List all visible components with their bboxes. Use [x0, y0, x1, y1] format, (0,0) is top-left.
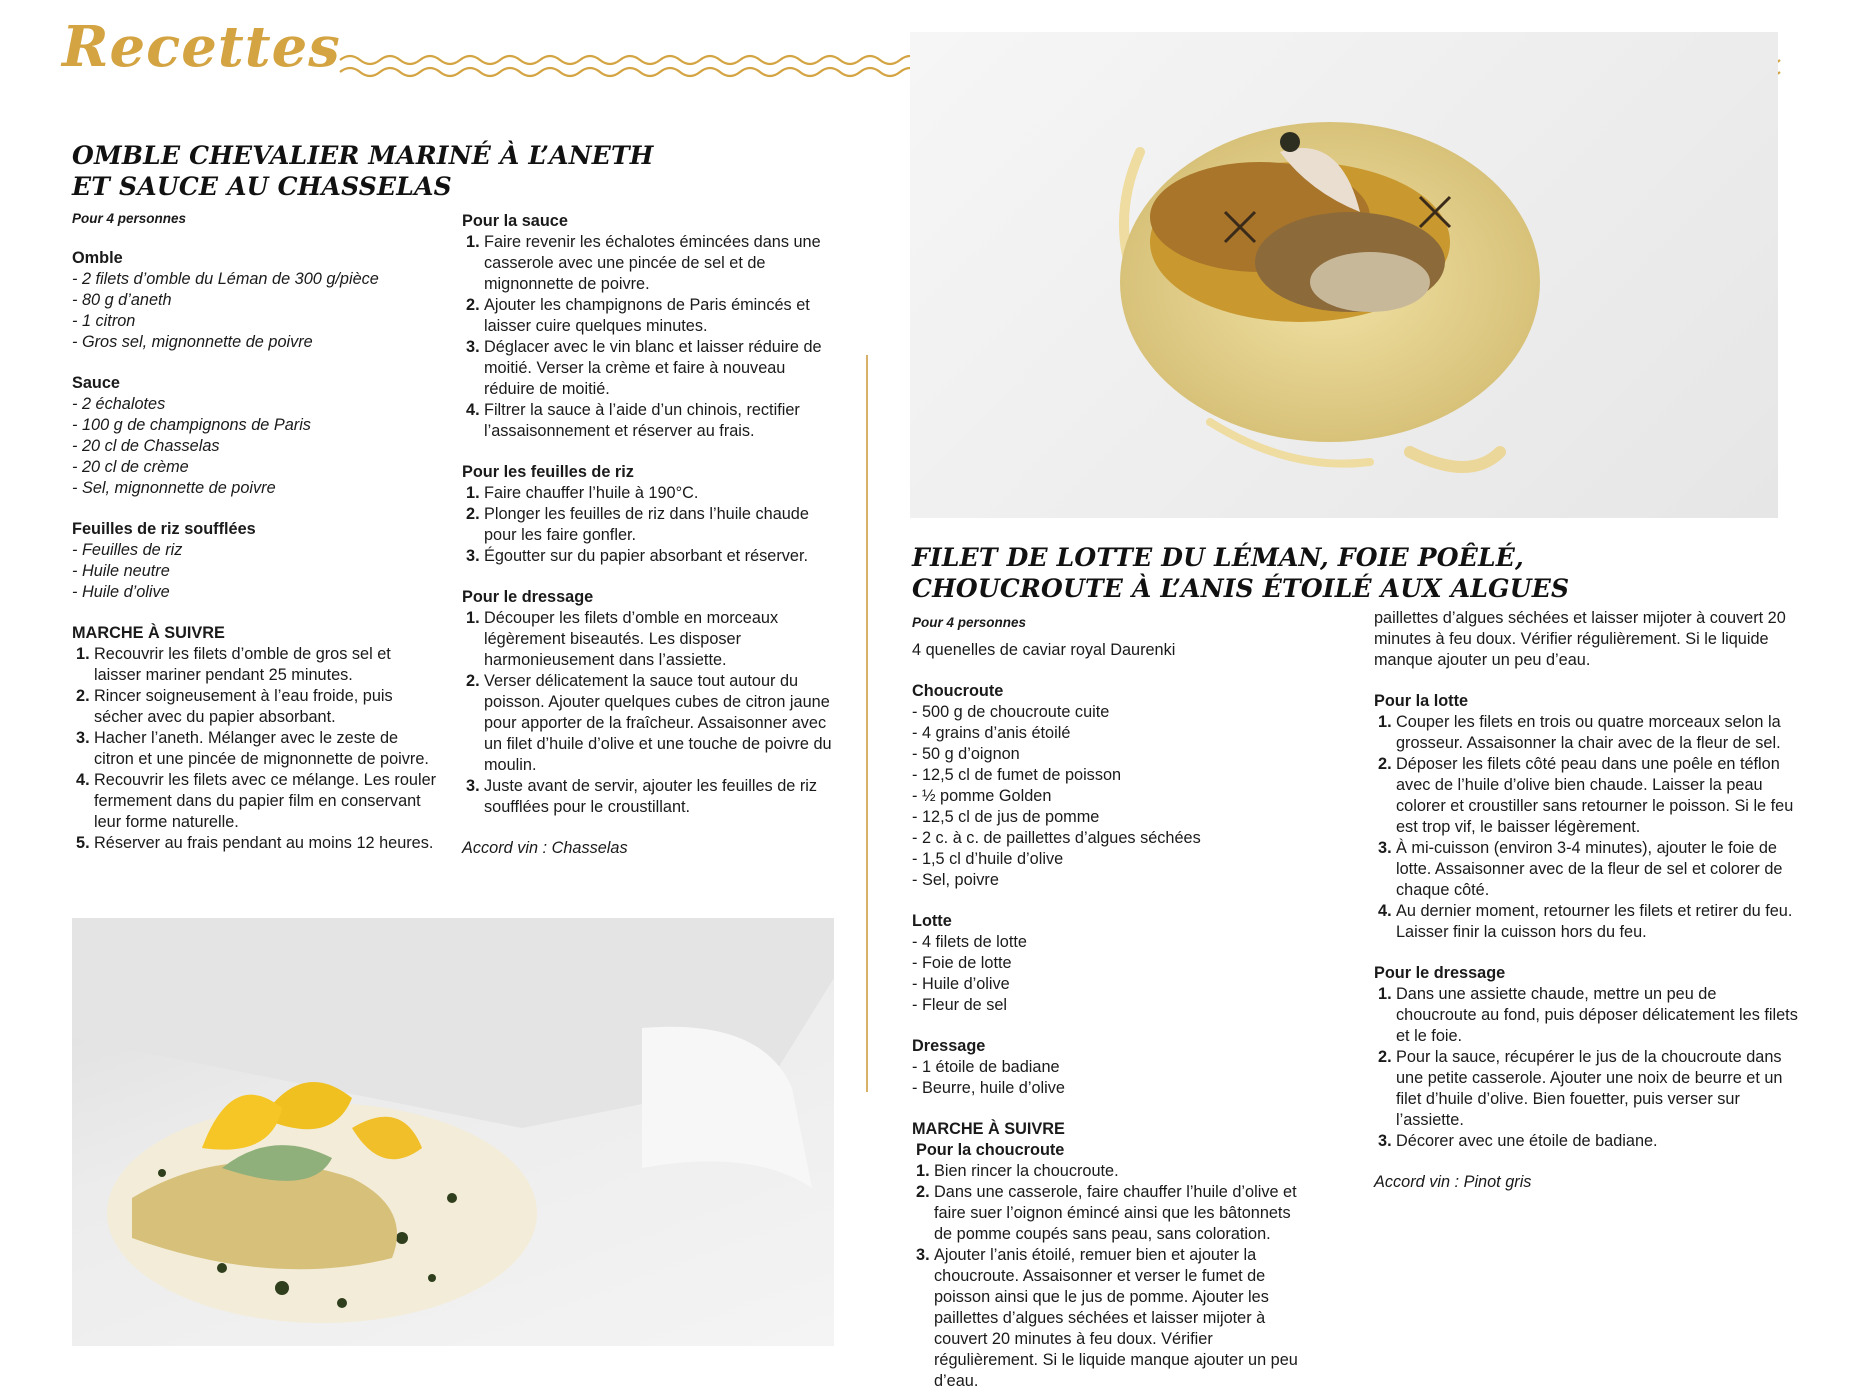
- recipe1-ingredients-column: [72, 210, 442, 854]
- list-item: - 1,5 cl d’huile d’olive: [912, 849, 1312, 870]
- list-item: - 1 citron: [72, 311, 442, 332]
- section-title: Recettes: [62, 14, 341, 80]
- list-item: - 20 cl de Chasselas: [72, 436, 442, 457]
- list-item: - Fleur de sel: [912, 995, 1312, 1016]
- step-item: Juste avant de servir, ajouter les feuilles de riz soufflées pour le croustillant.: [484, 777, 818, 816]
- step-item: Couper les filets en trois ou quatre morceaux selon la grosseur. Assaisonner la chair avec de la fleur de sel.: [1396, 713, 1781, 752]
- list-item: - 12,5 cl de fumet de poisson: [912, 765, 1312, 786]
- column-divider: [866, 355, 868, 1092]
- lotte-dish-photo: [910, 32, 1778, 518]
- list-item: - Sel, poivre: [912, 870, 1312, 891]
- pour-dressage-steps: [462, 608, 836, 818]
- step-item: À mi-cuisson (environ 3-4 minutes), ajouter le foie de lotte. Assaisonner avec de la fleur de sel et colorer de chaque côté.: [1396, 839, 1783, 899]
- recipe1-method-column: [462, 211, 836, 859]
- dressage-ingredients: [912, 1057, 1312, 1099]
- list-item: - Sel, mignonnette de poivre: [72, 478, 442, 499]
- dressage-heading: Dressage: [912, 1037, 986, 1055]
- step-item: Dans une assiette chaude, mettre un peu de choucroute au fond, puis déposer délicatement les filets et le foie.: [1396, 985, 1798, 1045]
- lotte-heading: Lotte: [912, 912, 952, 930]
- list-item: - Huile d’olive: [72, 582, 442, 603]
- recipe1-title: OMBLE CHEVALIER MARINÉ À L’ANETH ET SAUCE AU CHASSELAS: [72, 141, 654, 201]
- step-item: Faire chauffer l’huile à 190°C.: [484, 484, 699, 502]
- feuilles-heading: Feuilles de riz soufflées: [72, 520, 256, 538]
- list-item: - 12,5 cl de jus de pomme: [912, 807, 1312, 828]
- step-item: Hacher l’aneth. Mélanger avec le zeste de citron et une pincée de mignonnette de poivre.: [94, 729, 429, 768]
- pour-feuilles-heading: Pour les feuilles de riz: [462, 463, 634, 481]
- recipe2-title: FILET DE LOTTE DU LÉMAN, FOIE POÊLÉ, CHOUCROUTE À L’ANIS ÉTOILÉ AUX ALGUES: [912, 543, 1570, 603]
- pour-sauce-heading: Pour la sauce: [462, 212, 568, 230]
- list-item: - Feuilles de riz: [72, 540, 442, 561]
- pour-dressage2-heading: Pour le dressage: [1374, 964, 1506, 982]
- omble-ingredients: [72, 269, 442, 353]
- step-item: Faire revenir les échalotes émincées dans une casserole avec une pincée de sel et de mignonnette de poivre.: [484, 233, 821, 293]
- choucroute-step-continuation: paillettes d’algues séchées et laisser mijoter à couvert 20 minutes à feu doux. Vérifier régulièrement. Si le liquide manque ajouter un peu d’eau.: [1374, 609, 1786, 669]
- step-item: Dans une casserole, faire chauffer l’huile d’olive et faire suer l’oignon émincé ainsi que les bâtonnets de pomme coupés sans peau, sans coloration.: [934, 1183, 1297, 1243]
- step-item: Verser délicatement la sauce tout autour du poisson. Ajouter quelques cubes de citron jaune pour apporter de la fraîcheur. Assaisonner avec un filet d’huile d’olive et une touche de poivre du moulin.: [484, 672, 832, 774]
- marche2-heading: MARCHE À SUIVRE: [912, 1120, 1065, 1138]
- choucroute-steps: [912, 1161, 1312, 1390]
- list-item: - 500 g de choucroute cuite: [912, 702, 1312, 723]
- sauce-heading: Sauce: [72, 374, 120, 392]
- choucroute-ingredients: [912, 702, 1312, 891]
- omble-dish-photo: [72, 918, 834, 1346]
- step-item: Déposer les filets côté peau dans une poêle en téflon avec de l’huile d’olive bien chaude. Laisser la peau colorer et croustiller sans retourner le poisson. Si le feu est trop vif, le baisser légèrement.: [1396, 755, 1794, 836]
- step-item: Bien rincer la choucroute.: [934, 1162, 1119, 1180]
- step-item: Pour la sauce, récupérer le jus de la choucroute dans une petite casserole. Ajouter une noix de beurre et un filet d’huile d’olive. Bien fouetter, puis verser sur l’assiette.: [1396, 1048, 1783, 1129]
- list-item: - 2 filets d’omble du Léman de 300 g/pièce: [72, 269, 442, 290]
- sauce-ingredients: [72, 394, 442, 499]
- step-item: Plonger les feuilles de riz dans l’huile chaude pour les faire gonfler.: [484, 505, 809, 544]
- pour-lotte-heading: Pour la lotte: [1374, 692, 1469, 710]
- list-item: - 100 g de champignons de Paris: [72, 415, 442, 436]
- step-item: Recouvrir les filets avec ce mélange. Les rouler fermement dans du papier film en conservant leur forme naturelle.: [94, 771, 437, 831]
- marche-steps: [72, 644, 442, 854]
- omble-heading: Omble: [72, 249, 123, 267]
- pour-sauce-steps: [462, 232, 836, 442]
- list-item: - 20 cl de crème: [72, 457, 442, 478]
- recipe1-serves: Pour 4 personnes: [72, 211, 187, 226]
- recipe2-ingredients-column: [912, 614, 1312, 1390]
- step-item: Filtrer la sauce à l’aide d’un chinois, rectifier l’assaisonnement et réserver au frais.: [484, 401, 800, 440]
- list-item: - 4 filets de lotte: [912, 932, 1312, 953]
- step-item: Ajouter l’anis étoilé, remuer bien et ajouter la choucroute. Assaisonner et verser le fumet de poisson ainsi que le jus de pomme. Ajouter les paillettes d’algues séchées et laisser mijoter à couvert 20 minutes à feu doux. Vérifier régulièrement. Si le liquide manque ajouter un peu d’eau.: [934, 1246, 1298, 1390]
- list-item: - Foie de lotte: [912, 953, 1312, 974]
- step-item: Égoutter sur du papier absorbant et réserver.: [484, 547, 809, 565]
- step-item: Au dernier moment, retourner les filets et retirer du feu. Laisser finir la cuisson hors du feu.: [1396, 902, 1793, 941]
- list-item: - Gros sel, mignonnette de poivre: [72, 332, 442, 353]
- list-item: - 50 g d’oignon: [912, 744, 1312, 765]
- step-item: Recouvrir les filets d’omble de gros sel et laisser mariner pendant 25 minutes.: [94, 645, 391, 684]
- caviar-line: 4 quenelles de caviar royal Daurenki: [912, 641, 1176, 659]
- recipe2-serves: Pour 4 personnes: [912, 615, 1027, 630]
- list-item: - ½ pomme Golden: [912, 786, 1312, 807]
- list-item: - Huile d’olive: [912, 974, 1312, 995]
- step-item: Rincer soigneusement à l’eau froide, puis sécher avec du papier absorbant.: [94, 687, 393, 726]
- lotte-ingredients: [912, 932, 1312, 1016]
- list-item: - Huile neutre: [72, 561, 442, 582]
- step-item: Décorer avec une étoile de badiane.: [1396, 1132, 1658, 1150]
- list-item: - 2 c. à c. de paillettes d’algues séchées: [912, 828, 1312, 849]
- list-item: - 1 étoile de badiane: [912, 1057, 1312, 1078]
- step-item: Ajouter les champignons de Paris émincés et laisser cuire quelques minutes.: [484, 296, 810, 335]
- step-item: Découper les filets d’omble en morceaux légèrement biseautés. Les disposer harmonieusement dans l’assiette.: [484, 609, 779, 669]
- pour-dressage-heading: Pour le dressage: [462, 588, 594, 606]
- list-item: - 2 échalotes: [72, 394, 442, 415]
- choucroute-heading: Choucroute: [912, 682, 1004, 700]
- list-item: - 80 g d’aneth: [72, 290, 442, 311]
- list-item: - 4 grains d’anis étoilé: [912, 723, 1312, 744]
- recipe2-method-column: [1374, 608, 1800, 1193]
- pour-feuilles-steps: [462, 483, 836, 567]
- step-item: Réserver au frais pendant au moins 12 heures.: [94, 834, 434, 852]
- pour-lotte-steps: [1374, 712, 1800, 943]
- feuilles-ingredients: [72, 540, 442, 603]
- recipe1-wine-pairing: Accord vin : Chasselas: [462, 839, 628, 857]
- marche-heading: MARCHE À SUIVRE: [72, 624, 225, 642]
- step-item: Déglacer avec le vin blanc et laisser réduire de moitié. Verser la crème et faire à nouveau réduire de moitié.: [484, 338, 822, 398]
- recipe2-wine-pairing: Accord vin : Pinot gris: [1374, 1173, 1532, 1191]
- pour-dressage2-steps: [1374, 984, 1800, 1152]
- pour-choucroute-heading: Pour la choucroute: [916, 1141, 1065, 1159]
- list-item: - Beurre, huile d’olive: [912, 1078, 1312, 1099]
